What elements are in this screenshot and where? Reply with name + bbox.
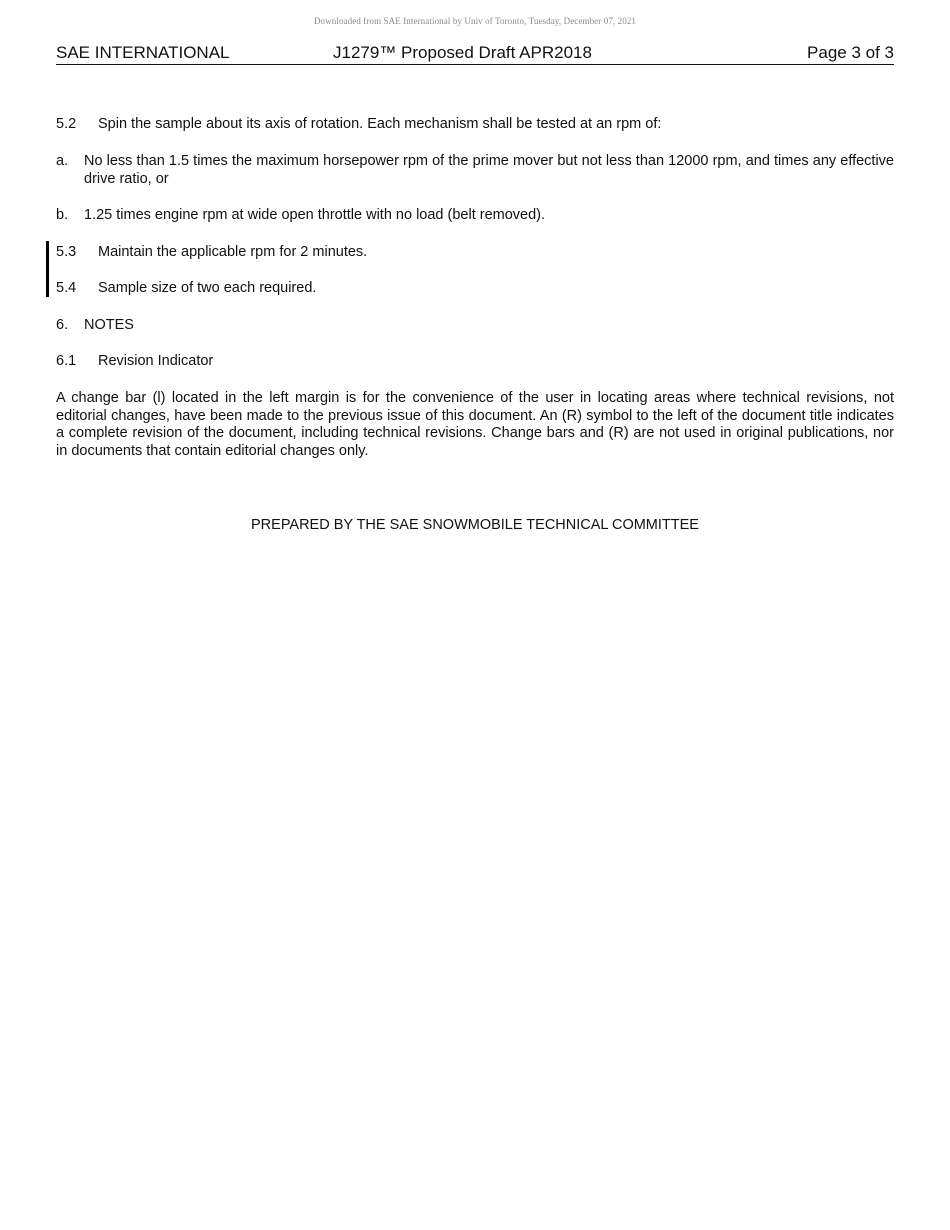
header-document-title: J1279™ Proposed Draft APR2018 — [333, 43, 592, 62]
list-marker: b. — [56, 207, 69, 223]
section-number: 6. — [56, 317, 69, 333]
section-heading: Revision Indicator — [98, 353, 214, 369]
list-item-b — [56, 207, 894, 225]
section-text: Sample size of two each required. — [98, 280, 317, 296]
header-organization: SAE INTERNATIONAL — [56, 43, 230, 62]
section-number: 6.1 — [56, 353, 77, 369]
list-item-text: No less than 1.5 times the maximum horsepower rpm of the prime mover but not less than 12000 rpm, and times any effective drive ratio, or — [84, 153, 894, 187]
section-heading: NOTES — [84, 317, 134, 333]
list-item-text: 1.25 times engine rpm at wide open throttle with no load (belt removed). — [84, 207, 546, 223]
prepared-by-statement: PREPARED BY THE SAE SNOWMOBILE TECHNICAL COMMITTEE — [251, 517, 699, 533]
section-number: 5.4 — [56, 280, 77, 296]
revision-indicator-paragraph: A change bar (l) located in the left margin is for the convenience of the user in locating areas where technical revisions, not editorial changes, have been made to the previous issue of this document. An (R) symbol to the left of the document title indicates a complete revision of the document, including technical revisions. Change bars and (R) are not used in original publications, nor in documents that contain editorial changes only. — [56, 390, 894, 459]
section-number: 5.3 — [56, 244, 77, 260]
section-number: 5.2 — [56, 116, 77, 132]
download-watermark: Downloaded from SAE International by Univ of Toronto, Tuesday, December 07, 2021 — [313, 16, 637, 26]
section-text: Spin the sample about its axis of rotation. Each mechanism shall be tested at an rpm of: — [98, 116, 662, 132]
revision-change-bar — [46, 241, 49, 297]
list-item-a — [56, 153, 894, 188]
running-header — [56, 43, 894, 65]
list-marker: a. — [56, 153, 69, 169]
section-text: Maintain the applicable rpm for 2 minutes. — [98, 244, 368, 260]
header-page-number: Page 3 of 3 — [807, 43, 894, 62]
